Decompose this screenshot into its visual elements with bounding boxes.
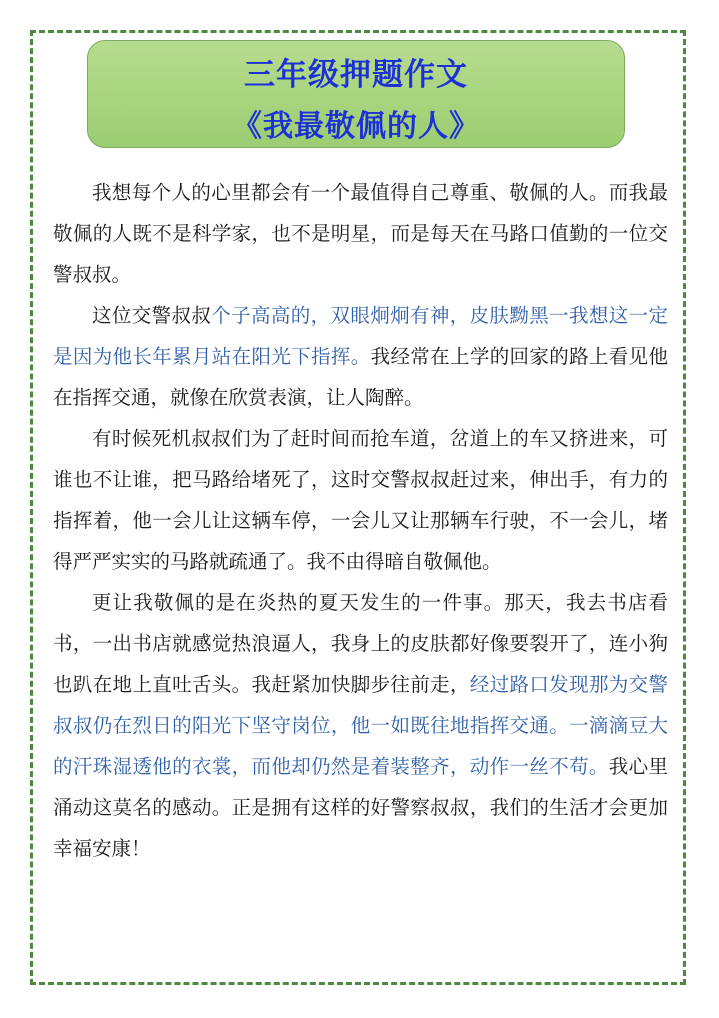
paragraph-4 bbox=[53, 582, 668, 869]
paragraph-2-lead: 这位交警叔叔 bbox=[92, 304, 212, 327]
essay-body bbox=[53, 172, 668, 869]
paragraph-3: 有时候死机叔叔们为了赶时间而抢车道，岔道上的车又挤进来，可谁也不让谁，把马路给堵死了，这时交警叔叔赶过来，伸出手，有力的指挥着，他一会儿让这辆车停，一会儿又让那辆车行驶，不一会儿，堵得严严实实的马路就疏通了。我不由得暗自敬佩他。 bbox=[53, 427, 668, 573]
paragraph-4-highlight: 经过路口发现那为交警叔叔仍在烈日的阳光下坚守岗位，他一如既往地指挥交通。一滴滴豆大的汗珠湿透他的衣裳，而他却仍然是着装整齐，动作一丝不苟。 bbox=[53, 673, 668, 778]
paragraph-4-tail: 我心里涌动这莫名的感动。正是拥有这样的好警察叔叔，我们的生活才会更加幸福安康！ bbox=[53, 755, 668, 860]
essay-title: 《我最敬佩的人》 bbox=[232, 109, 480, 144]
title-banner bbox=[87, 40, 625, 148]
paragraph-2 bbox=[53, 295, 668, 418]
page-title: 三年级押题作文 bbox=[244, 57, 468, 93]
paragraph-4-lead: 更让我敬佩的是在炎热的夏天发生的一件事。那天，我去书店看书，一出书店就感觉热浪逼人，我身上的皮肤都好像要裂开了，连小狗也趴在地上直吐舌头。我赶紧加快脚步往前走， bbox=[53, 591, 668, 696]
paragraph-2-tail: 我经常在上学的回家的路上看见他在指挥交通，就像在欣赏表演，让人陶醉。 bbox=[53, 345, 668, 409]
paragraph-1: 我想每个人的心里都会有一个最值得自己尊重、敬佩的人。而我最敬佩的人既不是科学家，也不是明星，而是每天在马路口值勤的一位交警叔叔。 bbox=[53, 181, 668, 286]
paragraph-2-highlight: 个子高高的，双眼炯炯有神，皮肤黝黑一我想这一定是因为他长年累月站在阳光下指挥。 bbox=[53, 304, 668, 368]
